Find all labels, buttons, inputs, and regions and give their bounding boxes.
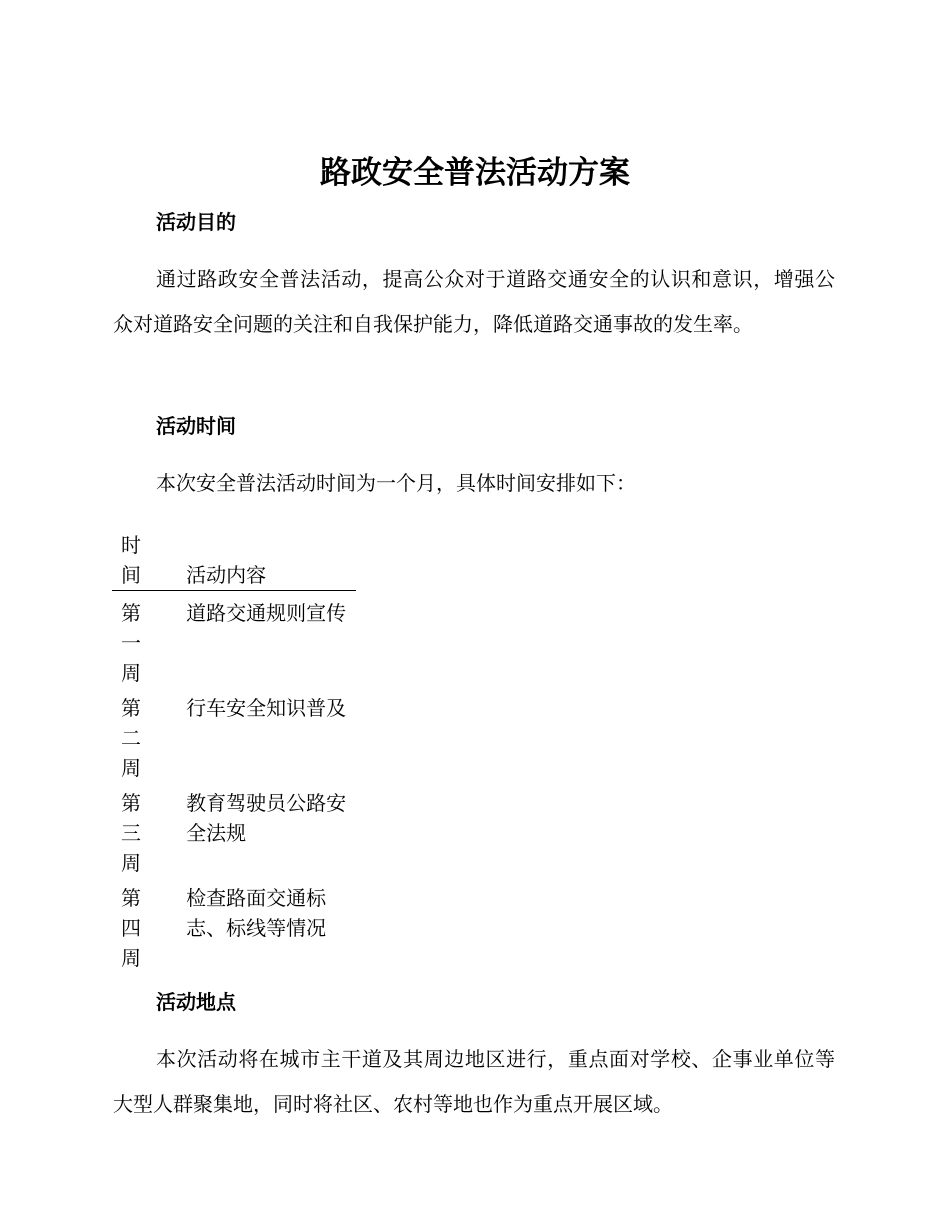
schedule-header-content: 活动内容	[163, 530, 356, 591]
section-text-time: 本次安全普法活动时间为一个月，具体时间安排如下：	[156, 471, 636, 495]
schedule-time-label: 第三周	[121, 791, 141, 875]
schedule-content-label: 道路交通规则宣传	[186, 601, 347, 625]
schedule-time-label: 第四周	[121, 886, 141, 970]
schedule-cell-content	[163, 591, 356, 689]
schedule-table	[112, 530, 356, 973]
section-text-location: 本次活动将在城市主干道及其周边地区进行，重点面对学校、企事业单位等大型人群聚集地，同时将社区、农村等地也作为重点开展区域。	[113, 1047, 835, 1116]
schedule-cell-content	[163, 783, 356, 878]
section-heading-time: 活动时间	[156, 414, 236, 438]
schedule-row	[112, 688, 356, 783]
schedule-content-label: 行车安全知识普及	[186, 696, 347, 720]
schedule-cell-time	[112, 688, 163, 783]
schedule-header-time-label: 时间	[121, 533, 141, 587]
schedule-header-row	[112, 530, 356, 591]
section-text-purpose: 通过路政安全普法活动，提高公众对于道路交通安全的认识和意识，增强公众对道路安全问题的关注和自我保护能力，降低道路交通事故的发生率。	[113, 267, 835, 336]
schedule-header-time	[112, 530, 163, 591]
schedule-row	[112, 591, 356, 689]
schedule-cell-content	[163, 688, 356, 783]
schedule-content-label: 教育驾驶员公路安全法规	[186, 791, 347, 845]
schedule-content-label: 检查路面交通标志、标线等情况	[186, 886, 327, 940]
section-heading-location: 活动地点	[156, 990, 236, 1014]
section-heading-purpose: 活动目的	[156, 210, 236, 234]
schedule-cell-time	[112, 878, 163, 973]
schedule-row	[112, 783, 356, 878]
document-title: 路政安全普法活动方案	[320, 155, 630, 191]
schedule-time-label: 第一周	[121, 601, 141, 685]
schedule-time-label: 第二周	[121, 696, 141, 780]
schedule-cell-time	[112, 591, 163, 689]
schedule-row	[112, 878, 356, 973]
schedule-cell-time	[112, 783, 163, 878]
schedule-cell-content	[163, 878, 356, 973]
